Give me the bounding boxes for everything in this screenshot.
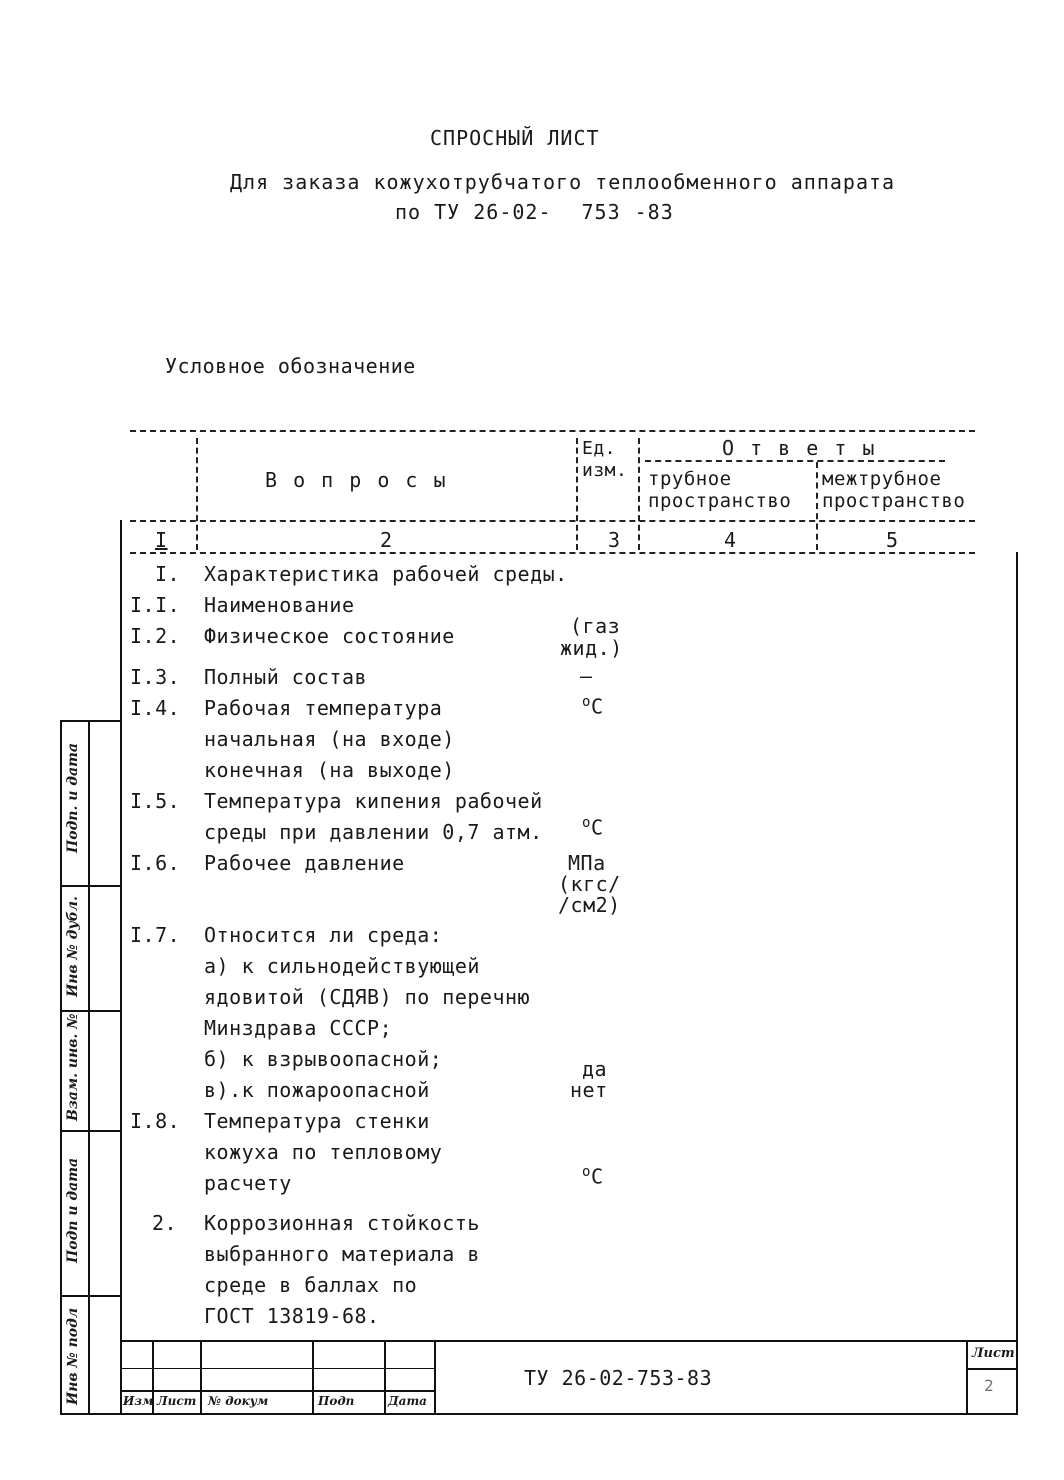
title-block-col-line bbox=[384, 1340, 386, 1415]
side-divider bbox=[60, 1130, 122, 1132]
answers-header: О т в е т ы bbox=[722, 436, 877, 460]
answers-rule bbox=[645, 460, 945, 462]
unit-composition: – bbox=[580, 664, 593, 688]
side-podp-data-2: Подп и дата bbox=[65, 1157, 81, 1263]
unit-state-1: (газ bbox=[570, 614, 621, 638]
row-text: ядовитой (СДЯВ) по перечню bbox=[204, 985, 531, 1009]
row-text: Физическое состояние bbox=[204, 624, 455, 648]
questions-header: В о п р о с ы bbox=[265, 468, 448, 492]
row-num: I.5. bbox=[130, 789, 181, 813]
row-text: выбранного материала в bbox=[204, 1242, 480, 1266]
unit-pressure-1: МПа bbox=[568, 851, 606, 875]
col-num-4: 4 bbox=[724, 528, 737, 552]
title-block-col-line bbox=[312, 1340, 314, 1415]
sheet-box-line bbox=[966, 1368, 1018, 1370]
row-text: в).к пожароопасной bbox=[204, 1078, 430, 1102]
row-text: Температура стенки bbox=[204, 1109, 430, 1133]
side-inv-dubl: Инв № дубл. bbox=[65, 896, 81, 997]
spec-suffix: -83 bbox=[634, 200, 674, 224]
unit-wall-temp bbox=[582, 1164, 603, 1189]
degree-mark: o bbox=[582, 694, 591, 710]
row-num: I.8. bbox=[130, 1109, 181, 1133]
col-num-3: 3 bbox=[608, 528, 621, 552]
celsius-mark: C bbox=[590, 1164, 604, 1189]
row-text: б) к взрывоопасной; bbox=[204, 1047, 443, 1071]
side-inner-line bbox=[88, 720, 90, 1415]
row-text: расчету bbox=[204, 1171, 292, 1195]
side-podp-data-1: Подп. и дата bbox=[65, 743, 81, 853]
side-divider bbox=[60, 1295, 122, 1297]
unit-yes: да bbox=[582, 1057, 608, 1081]
document-subtitle: Для заказа кожухотрубчатого теплообменного аппарата bbox=[230, 170, 896, 194]
side-inv-podl: Инв № подл bbox=[65, 1307, 81, 1405]
tube-header-2: пространство bbox=[648, 490, 792, 512]
side-divider bbox=[60, 885, 122, 887]
side-divider bbox=[60, 1010, 122, 1012]
celsius-mark: C bbox=[590, 694, 604, 719]
title-block-col-line bbox=[966, 1340, 968, 1415]
row-text: Наименование bbox=[204, 593, 355, 617]
spec-prefix: по ТУ 26-02- bbox=[395, 200, 552, 224]
table-top-rule bbox=[130, 430, 975, 432]
unit-pressure-2: (кгс/ bbox=[558, 872, 621, 896]
row-text: среды при давлении 0,7 атм. bbox=[204, 820, 543, 844]
row-num: I.4. bbox=[130, 696, 181, 720]
stamp-list: Лист bbox=[157, 1394, 197, 1408]
stamp-date: Дата bbox=[388, 1394, 427, 1408]
unit-pressure-3: /см2) bbox=[558, 893, 621, 917]
side-vzam-inv: Взам. инв. № bbox=[65, 1013, 81, 1121]
side-outer-line bbox=[60, 720, 62, 1415]
col-num-5: 5 bbox=[886, 528, 899, 552]
header-bottom-rule bbox=[130, 520, 975, 522]
unit-temp bbox=[582, 694, 603, 719]
unit-header-1: Ед. bbox=[582, 438, 617, 459]
spec-reference bbox=[395, 200, 674, 224]
unit-boil-temp bbox=[582, 815, 603, 840]
row-num: I.2. bbox=[130, 624, 181, 648]
document-title: СПРОСНЫЙ ЛИСТ bbox=[430, 126, 600, 150]
row-text: начальная (на входе) bbox=[204, 727, 455, 751]
row-num: 2. bbox=[152, 1211, 178, 1235]
col-num-2: 2 bbox=[380, 528, 393, 552]
frame-left-line bbox=[120, 520, 122, 1415]
row-num: I.6. bbox=[130, 851, 181, 875]
designation-label: Условное обозначение bbox=[165, 354, 416, 378]
row-num: I. bbox=[155, 562, 181, 586]
stamp-sign: Подп bbox=[318, 1394, 355, 1408]
row-text: конечная (на выходе) bbox=[204, 758, 455, 782]
doc-code: ТУ 26-02-753-83 bbox=[524, 1366, 713, 1390]
col-divider-3 bbox=[638, 438, 640, 550]
stamp-izm: Изм bbox=[123, 1394, 154, 1408]
celsius-mark: C bbox=[590, 815, 604, 840]
sheet-label: Лист bbox=[972, 1346, 1015, 1361]
frame-right-line bbox=[1016, 552, 1018, 1415]
shell-header-2: пространство bbox=[822, 490, 966, 512]
colnum-bottom-rule bbox=[130, 552, 975, 554]
row-num: I.7. bbox=[130, 923, 181, 947]
side-top-line bbox=[60, 720, 122, 722]
stamp-doc: № докум bbox=[208, 1394, 269, 1408]
tube-header-1: трубное bbox=[648, 468, 732, 490]
row-num: I.3. bbox=[130, 665, 181, 689]
row-text: Минздрава СССР; bbox=[204, 1016, 393, 1040]
title-block-row-line bbox=[120, 1368, 435, 1369]
row-text: Рабочая температура bbox=[204, 696, 443, 720]
title-block-col-line bbox=[200, 1340, 202, 1415]
shell-header-1: межтрубное bbox=[822, 468, 942, 490]
title-block-row-line bbox=[120, 1390, 435, 1392]
row-text: Рабочее давление bbox=[204, 851, 405, 875]
unit-header-2: изм. bbox=[582, 460, 628, 481]
degree-mark: o bbox=[582, 1164, 591, 1180]
col-divider-2 bbox=[576, 438, 578, 550]
title-block-top-line bbox=[120, 1340, 1018, 1342]
spec-number: 753 bbox=[581, 200, 621, 224]
row-text: кожуха по тепловому bbox=[204, 1140, 443, 1164]
row-text: Относится ли среда: bbox=[204, 923, 443, 947]
row-text: Характеристика рабочей среды. bbox=[204, 562, 568, 586]
row-text: ГОСТ 13819-68. bbox=[204, 1304, 380, 1328]
col-num-1: I bbox=[155, 528, 168, 552]
title-block-col-line bbox=[434, 1340, 436, 1415]
row-text: среде в баллах по bbox=[204, 1273, 418, 1297]
row-text: Коррозионная стойкость bbox=[204, 1211, 480, 1235]
degree-mark: o bbox=[582, 815, 591, 831]
row-text: а) к сильнодействующей bbox=[204, 954, 480, 978]
col-divider-1 bbox=[196, 438, 198, 550]
col-divider-4 bbox=[816, 462, 818, 550]
row-num: I.I. bbox=[130, 593, 181, 617]
row-text: Температура кипения рабочей bbox=[204, 789, 543, 813]
unit-no: нет bbox=[570, 1078, 608, 1102]
frame-bottom-line bbox=[60, 1413, 1018, 1415]
sheet-number: 2 bbox=[984, 1376, 995, 1395]
unit-state-2: жид.) bbox=[560, 636, 623, 660]
row-text: Полный состав bbox=[204, 665, 368, 689]
